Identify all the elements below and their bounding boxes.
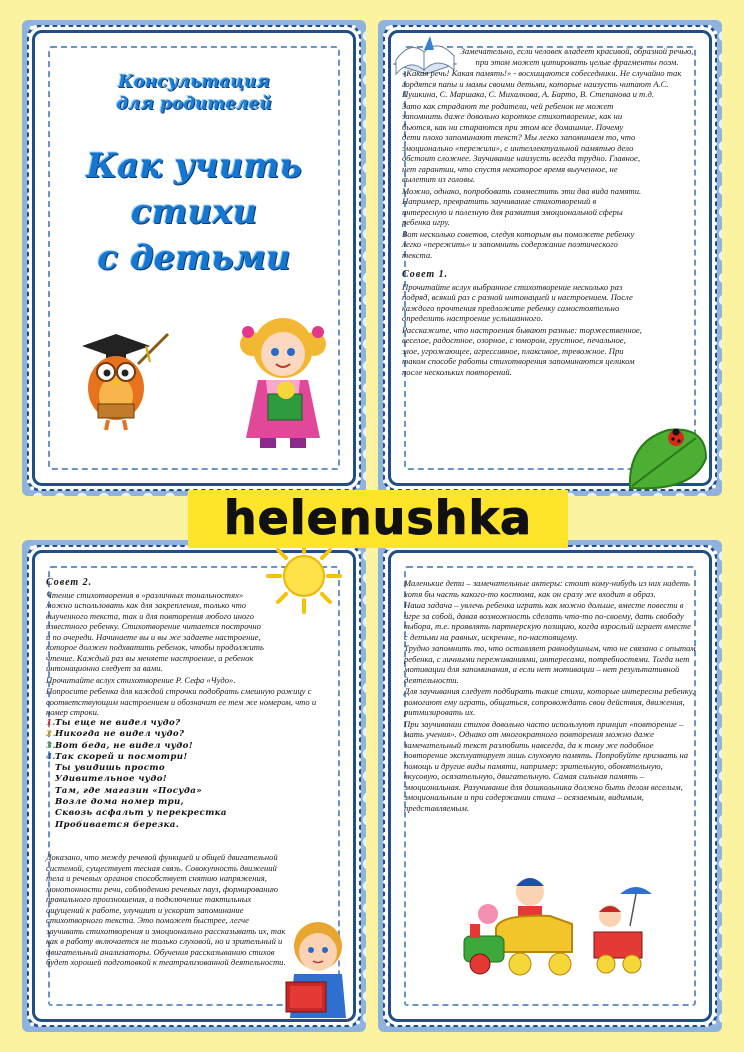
- boy-reading-icon: [276, 916, 356, 1020]
- poem-line-text: Сквозь асфальт у перекрестка: [55, 808, 227, 819]
- poem-line: [46, 786, 227, 797]
- poem-line: [46, 774, 227, 785]
- watermark: helenushka: [188, 490, 568, 548]
- poem-line-number: 2.: [46, 729, 56, 740]
- page-cover: [22, 20, 366, 496]
- poem-line-number: 3.: [46, 740, 56, 751]
- cover-title-3: с детьми: [97, 238, 291, 278]
- poem-line: [46, 763, 227, 774]
- page-4-paragraph: Для заучивания следует подбирать такие стихи, которые интересны ребенку, помогают ему играть, общаться, сопровождать свои действия, движения, ритмизировать их.: [404, 686, 695, 717]
- sovet-2-label: Совет 2.: [46, 577, 93, 588]
- poem-line: [46, 718, 227, 729]
- page-2-paragraph: Можно, однако, попробовать совместить эти два вида памяти. Например, превратить заучивание стихотворений в интересную и полезную для развития эмоциональной сферы ребенка игру.: [402, 185, 642, 227]
- poem-line-number: 4.: [46, 751, 56, 762]
- poem-line-text: Пробивается березка.: [55, 819, 180, 830]
- page-4: [378, 540, 722, 1032]
- page-2-frame: [394, 36, 706, 480]
- sovet-1-label: Совет 1.: [402, 269, 449, 280]
- cover-frame: [38, 36, 350, 480]
- poem-line-text: Там, где магазин «Посуда»: [55, 785, 203, 796]
- poem-line: [46, 752, 227, 763]
- page-3-bottom-paragraph: Доказано, что между речевой функцией и общей двигательной системой, существует тесная связь. Совокупность движений тела и речевых органов способствует снятию напряжения, монотонности речи, соблюдению речевых пауз, формированию правильного произношения, а подключение тактильных ощущений к работе, улучшит и ускорит запоминание стихотворного текста. Это поможет быстрее, легче заучивать стихотворения и эмоционально рассказывать их, так как в работу включается не только слуховой, но и зрительный и двигательный анализаторы. Обучения рассказыванию стихов будет хорошей подготовкой к театрализованной деятельности.: [46, 852, 286, 967]
- poem-line: [46, 729, 227, 740]
- page-4-paragraph: При заучивании стихов довольно часто используют принцип «повторение – мать учения». Однако от многократного повторения можно даже замечательный текст разлюбить навсегда, да к тому же подобное повторение эксплуатирует лишь слуховую память. Попробуйте призвать на помощь и другие виды памяти, например: зрительную, обонятельную, вкусовую, осязательную, двигательную. Самая сильная память – эмоциональная. Разучивание для дошкольника должно быть делом веселым, эмоциональным и при содержании стиха – осязаемым, видимым, представляемым.: [404, 718, 689, 813]
- poem-line-text: Ты увидишь просто: [55, 763, 165, 774]
- poem-line: [46, 741, 227, 752]
- cover-subtitle-1: Консультация: [118, 72, 270, 92]
- cover-title-2: стихи: [130, 192, 258, 232]
- page-4-paragraph: Маленькие дети – замечательные актеры: стоит кому-нибудь из них надеть хотя бы часть какого-то костюма, как он сразу же входит в образ.: [404, 578, 690, 599]
- page-2-sovet-paragraph: Прочитайте вслух выбранное стихотворение несколько раз подряд, всякий раз с разной интонацией и настроением. После каждого прочтения предложите ребенку самостоятельно определить настроение услышанного.: [402, 281, 633, 323]
- page-3-bottom-text: [46, 852, 288, 969]
- sun-icon: [266, 538, 342, 614]
- poem-line-text: Удивительное чудо!: [55, 774, 168, 785]
- page-2-text: [402, 46, 698, 378]
- poem-line-text: Вот беда, не видел чудо!: [55, 740, 193, 751]
- owl-icon: [68, 324, 178, 434]
- page-4-frame: [394, 556, 706, 1016]
- toy-train-icon: [460, 866, 660, 986]
- poem-line-text: Возле дома номер три,: [55, 797, 185, 808]
- poem-line-number: 1.: [46, 718, 56, 728]
- page-4-paragraph: Трудно запомнить то, что оставляет равнодушным, что не связано с опытом ребенка, с личными переживаниями, интересами, потребностями. Тогда нет мотивации для запоминания, а если нет мотивации – нет результативной деятельности.: [404, 643, 696, 685]
- page-2-paragraph: Зато как страдают те родители, чей ребенок не может запомнить даже довольно короткое стихотворение, как ни бьются, как ни стараются при этом все домашние. Почему дети плохо запоминают текст? Мы легко запоминаем то, что эмоционально «пережили», с интеллектуальной памятью дело обстоит сложнее. Заучивание наизусть всегда трудно. Главное, нет гарантии, что спустя некоторое время выученное, не вылетит из головы.: [402, 100, 640, 184]
- page-2-intro: Замечательно, если человек владеет красивой, образной речью, при этом может цитировать целые фрагменты поэм.: [460, 46, 694, 67]
- page-3-paragraph: Прочитайте вслух стихотворение Р. Сефа «Чудо».: [46, 674, 236, 685]
- poem-line: [46, 808, 227, 819]
- page-2-paragraph: Вот несколько советов, следуя которым вы поможете ребенку легко «пережить» и запомнить содержание поэтического текста.: [402, 228, 635, 260]
- ladybug-leaf-icon: [624, 422, 710, 494]
- poem-block: [46, 718, 227, 831]
- cover-title-1: Как учить: [86, 146, 302, 186]
- page-3-frame: [38, 556, 350, 1016]
- page-2-sovet-paragraph: Расскажите, что настроения бывают разные: торжественное, веселое, радостное, озорное, с юмором, грустное, печальное, злое, угрожающее, агрессивное, плаксивое, тревожное. При таком способе работы стихотворения запоминаются целиком после нескольких повторений.: [402, 324, 642, 377]
- girl-icon: [228, 304, 338, 454]
- page-2-paragraph: «Какая речь! Какая память!» - восхищаются собеседники. Не случайно так гордятся папы и мамы своими детьми, которые наизусть читают А.С. Пушкина, С. Маршака, С. Михалкова, А. Барто, В. Степанова и т.д.: [402, 68, 682, 99]
- page-4-paragraph: Наша задача – увлечь ребенка играть как можно дольше, вместе повести в игре за собой, давая возможность сделать что-то по-своему, дать свободу выбора, т.е. проявлять партнерскую позицию, когда взрослый играет вместе с детьми на равных, искренне, по-настоящему.: [404, 600, 691, 642]
- poem-line-text: Так скорей и посмотри!: [55, 751, 188, 762]
- poem-line: [46, 820, 227, 831]
- cover-subtitle-2: для родителей: [116, 94, 272, 114]
- page-2: [378, 20, 722, 496]
- page-3-paragraph: Попросите ребенка для каждой строчки подобрать смешную рожицу с соответствующим настроением и обозначит ее тем же номером, что и номер строки.: [46, 686, 317, 717]
- poem-line: [46, 797, 227, 808]
- poem-line-text: Никогда не видел чудо?: [55, 729, 185, 740]
- page-3-paragraph: Чтение стихотворения в «различных тональностях» можно использовать как для закрепления, только что выученного текста, так и для повторения любого иного известного ребенку. Стихотворение читается построчно и по очереди. Начинаете вы и вы же задаете настроение, которое должен подхватить ребенок, чтобы продолжить чтение. Каждый раз вы меняете настроение, а ребенок интонационно следует за вами.: [46, 589, 264, 673]
- page-4-text: [404, 578, 696, 814]
- poem-line-text: Ты еще не видел чудо?: [55, 718, 181, 728]
